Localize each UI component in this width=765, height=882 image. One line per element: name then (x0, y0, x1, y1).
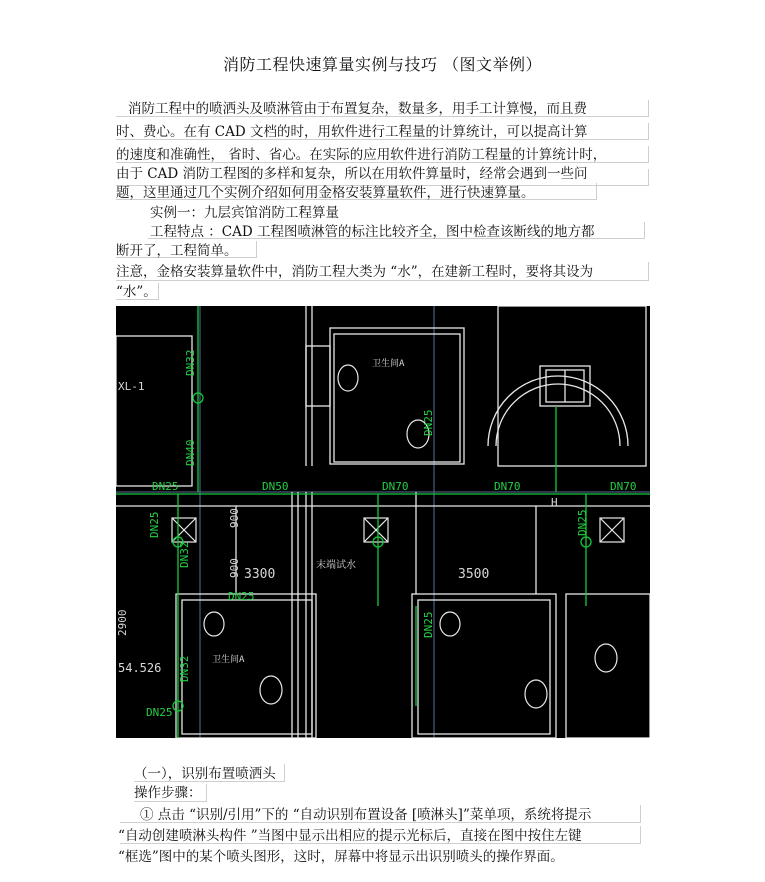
dimension-label: 2900 (116, 609, 129, 636)
steps-label: 操作步骤： (134, 785, 202, 801)
intro-line: 消防工程中的喷洒头及喷淋管由于布置复杂，数量多，用手工计算慢，而且费 (128, 101, 587, 117)
pipe-label: DN32 (184, 349, 197, 376)
step-line: “自动创建喷淋头构件 ”当图中显示出相应的提示光标后，直接在图中按住左键 (118, 828, 582, 844)
dimension-label: 900 (228, 558, 241, 578)
intro-line: 题，这里通过几个实例介绍如何用金格安装算量软件，进行快速算量。 (116, 185, 535, 201)
pipe-label: DN25 (228, 590, 255, 603)
pipe-label: DN50 (262, 480, 289, 493)
pipe-label: DN25 (148, 511, 161, 538)
pipe-label: DN70 (494, 480, 521, 493)
step-line: “框选”图中的某个喷头图形，这时，屏幕中将显示出识别喷头的操作界面。 (118, 849, 564, 865)
intro-line: 由于 CAD 消防工程图的多样和复杂，所以在用软件算量时，经常会遇到一些问 (116, 166, 588, 182)
pipe-label: DN25 (576, 509, 589, 536)
dimension-label: 3300 (244, 567, 276, 582)
example-heading: 实例一：九层宾馆消防工程算量 (150, 205, 339, 221)
intro-line: 时、费心。在有 CAD 文档的时，用软件进行工程量的计算统计，可以提高计算 (116, 124, 588, 140)
pipe-label: DN32 (178, 655, 191, 682)
pipe-label: DN25 (422, 611, 435, 638)
elevation-label: 54.526 (118, 661, 162, 675)
room-label: 卫生间A (212, 655, 245, 665)
feature-line: 断开了，工程简单。 (116, 243, 238, 259)
pipe-label: DN40 (184, 439, 197, 466)
dimension-label: 900 (228, 508, 241, 528)
pipe-label: DN25 (422, 409, 435, 436)
page-title: 消防工程快速算量实例与技巧 （图文举例） (222, 55, 543, 74)
step-line: ① 点击 “识别/引用”下的 “自动识别布置设备 [喷淋头]”菜单项，系统将提示 (140, 807, 592, 823)
room-label: 卫生间A (372, 359, 405, 369)
pipe-label: DN70 (610, 480, 637, 493)
dimension-label: 3500 (458, 567, 490, 582)
marker-label: H (551, 496, 558, 509)
intro-line: 的速度和准确性， 省时、省心。在实际的应用软件进行消防工程量的计算统计时， (116, 147, 607, 163)
note-label: 末端试水 (316, 560, 356, 571)
note-line: “水”。 (116, 284, 157, 300)
pipe-label: DN25 (152, 480, 179, 493)
note-line: 注意，金格安装算量软件中，消防工程大类为 “水”，在建新工程时，要将其设为 (116, 264, 594, 280)
riser-label: XL-1 (118, 380, 145, 393)
feature-line: 工程特点 ：CAD 工程图喷淋管的标注比较齐全，图中检查该断线的地方都 (150, 224, 595, 240)
section-heading: （一），识别布置喷洒头 (134, 766, 276, 782)
pipe-label: DN32 (178, 541, 191, 568)
cad-floor-plan-image (116, 306, 650, 738)
pipe-label: DN25 (146, 706, 173, 719)
pipe-label: DN70 (382, 480, 409, 493)
